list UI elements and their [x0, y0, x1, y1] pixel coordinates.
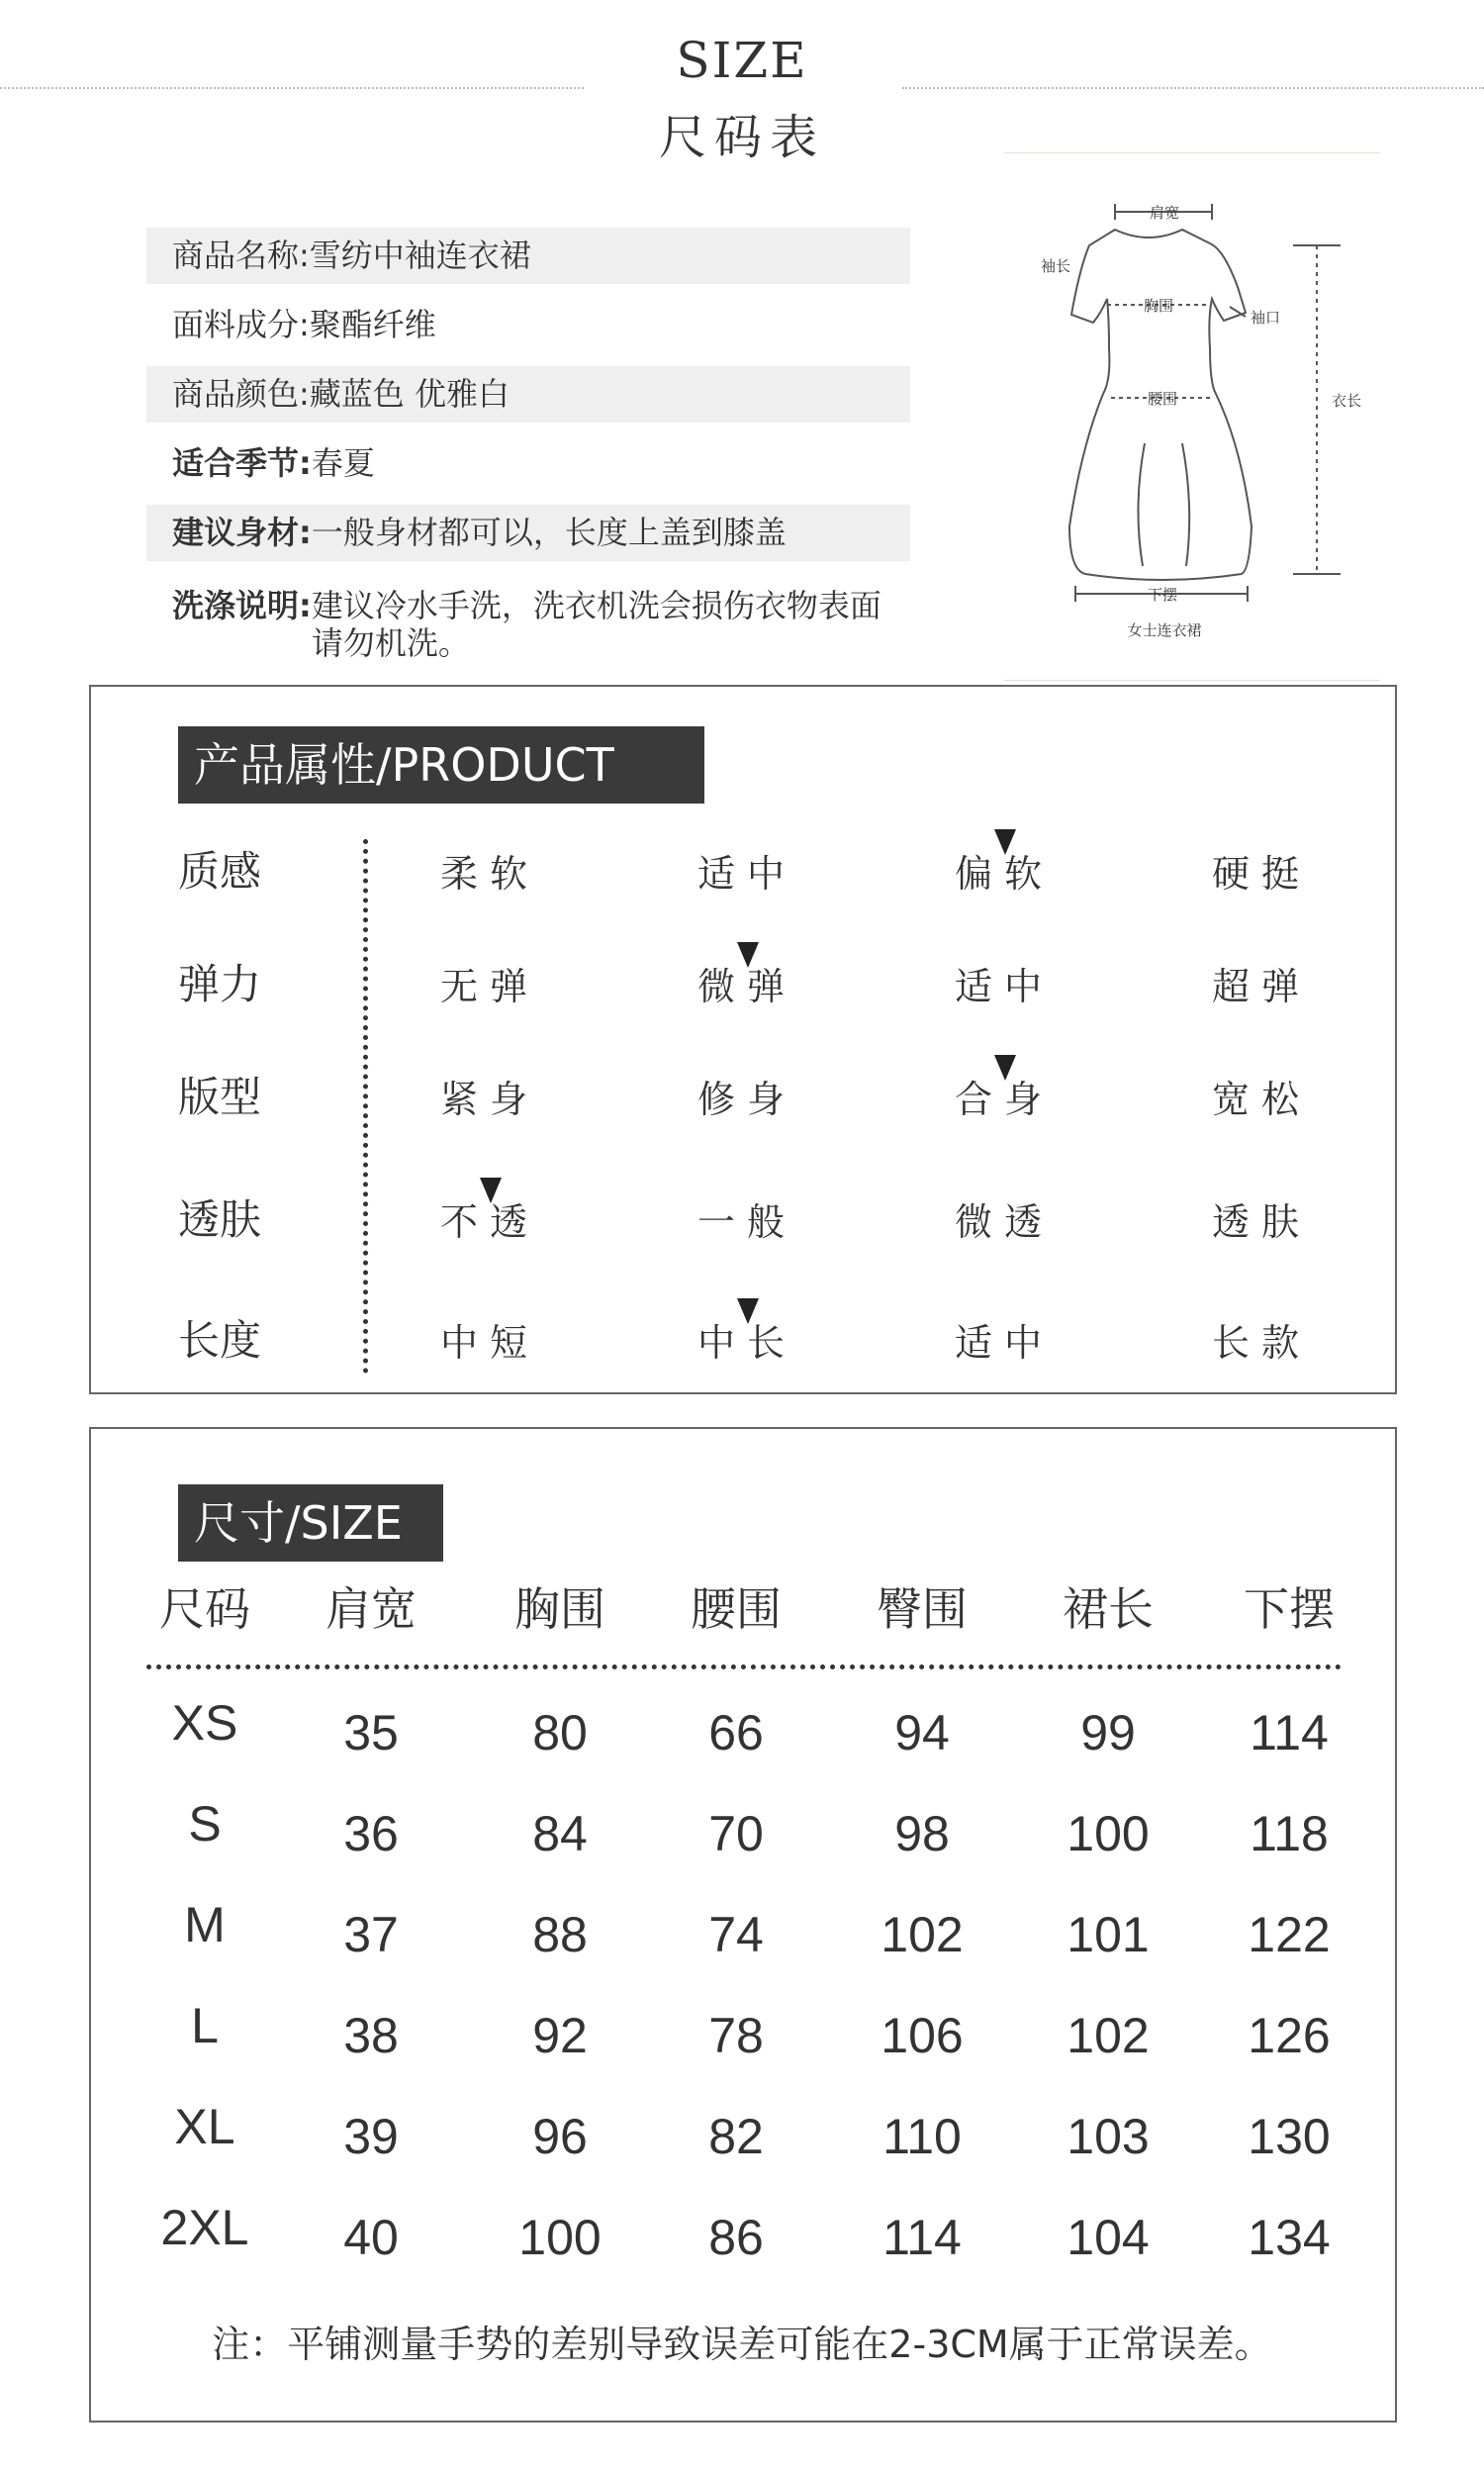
size-value-cell: 122 — [1248, 1907, 1331, 1962]
size-label-cell: 2XL — [160, 2200, 249, 2255]
size-value-cell: 114 — [882, 2210, 962, 2265]
sketch-label-chest: 胸围 — [1143, 297, 1174, 315]
size-value-cell: 106 — [881, 2008, 964, 2063]
info-row-color — [146, 366, 910, 423]
selected-marker-icon — [737, 1298, 759, 1324]
attribute-option: 适中 — [697, 852, 797, 896]
sketch-label-waist: 腰围 — [1147, 390, 1178, 408]
size-label-cell: XL — [174, 2099, 235, 2154]
sketch-label-cuff: 袖口 — [1250, 309, 1281, 327]
info-value — [312, 587, 881, 662]
size-value-cell: 80 — [532, 1705, 588, 1760]
size-value-cell: 110 — [882, 2109, 962, 2164]
attribute-option: 微弹 — [697, 965, 797, 1008]
attribute-option: 长款 — [1212, 1321, 1312, 1365]
attribute-option: 透肤 — [1212, 1200, 1312, 1244]
size-value-cell: 100 — [518, 2210, 602, 2265]
info-value: 一般身材都可以，长度上盖到膝盖 — [311, 514, 787, 551]
selected-marker-icon — [480, 1178, 502, 1203]
info-row-fabric — [146, 297, 910, 353]
attribute-name: 弹力 — [178, 960, 262, 1008]
size-label-cell: S — [188, 1796, 222, 1852]
size-label-cell: M — [184, 1897, 226, 1952]
size-value-cell: 38 — [343, 2008, 399, 2063]
attribute-option: 一般 — [697, 1200, 797, 1244]
size-label-cell: L — [191, 1998, 219, 2053]
size-value-cell: 100 — [1067, 1806, 1150, 1861]
size-value-cell: 66 — [708, 1705, 764, 1760]
info-value: 雪纺中袖连衣裙 — [309, 237, 531, 274]
info-label: 洗涤说明: — [172, 587, 312, 624]
size-value-cell: 74 — [708, 1907, 764, 1962]
size-column-header: 裙长 — [1063, 1582, 1154, 1636]
size-value-cell: 94 — [894, 1705, 950, 1760]
size-label-cell: XS — [171, 1695, 238, 1751]
attribute-option: 适中 — [955, 1321, 1055, 1365]
attribute-name: 透肤 — [178, 1195, 262, 1244]
attribute-option: 中短 — [440, 1321, 540, 1365]
info-value: 春夏 — [311, 444, 375, 482]
page-title-cn: 尺码表 — [658, 110, 825, 165]
size-value-cell: 84 — [532, 1806, 588, 1861]
info-label: 建议身材: — [172, 514, 312, 551]
size-tag: 尺寸/SIZE — [178, 1484, 443, 1562]
size-value-cell: 134 — [1248, 2210, 1331, 2265]
product-attributes-tag: 产品属性/PRODUCT — [178, 726, 704, 804]
size-value-cell: 103 — [1067, 2109, 1150, 2164]
sketch-label-length: 衣长 — [1331, 392, 1362, 410]
selected-marker-icon — [994, 829, 1016, 855]
sketch-label-hem: 下摆 — [1147, 586, 1178, 604]
size-value-cell: 104 — [1067, 2210, 1150, 2265]
attribute-option: 偏软 — [955, 852, 1055, 896]
attribute-option: 适中 — [955, 965, 1055, 1008]
size-value-cell: 88 — [532, 1907, 588, 1962]
info-value-line2: 请勿机洗。 — [311, 624, 470, 662]
attribute-option: 不透 — [440, 1200, 540, 1244]
attribute-option: 修身 — [697, 1078, 797, 1121]
info-value: 聚酯纤维 — [309, 306, 436, 343]
selected-marker-icon — [994, 1055, 1016, 1081]
size-value-cell: 40 — [343, 2210, 399, 2265]
sketch-caption: 女士连衣裙 — [1127, 621, 1202, 639]
size-value-cell: 86 — [708, 2210, 764, 2265]
selected-marker-icon — [737, 942, 759, 968]
attribute-name: 长度 — [178, 1316, 262, 1365]
sketch-label-sleeve: 袖长 — [1040, 257, 1071, 275]
size-column-header: 尺码 — [159, 1582, 250, 1636]
attribute-option: 柔软 — [440, 852, 540, 896]
info-value: 藏蓝色 优雅白 — [309, 375, 510, 413]
attribute-option: 紧身 — [440, 1078, 540, 1121]
size-value-cell: 101 — [1067, 1907, 1150, 1962]
info-label: 商品颜色: — [172, 375, 310, 413]
attribute-option: 宽松 — [1212, 1078, 1312, 1121]
size-value-cell: 98 — [894, 1806, 950, 1861]
attributes-dotted-divider — [363, 839, 368, 1374]
attribute-option: 硬挺 — [1212, 852, 1312, 896]
size-value-cell: 126 — [1248, 2008, 1331, 2063]
size-column-header: 腰围 — [691, 1582, 782, 1636]
size-value-cell: 102 — [1067, 2008, 1150, 2063]
attribute-option: 无弹 — [440, 965, 540, 1008]
attribute-option: 微透 — [955, 1200, 1055, 1244]
size-value-cell: 37 — [343, 1907, 399, 1962]
info-row-figure — [146, 505, 910, 561]
size-value-cell: 99 — [1080, 1705, 1136, 1760]
size-column-header: 下摆 — [1244, 1582, 1335, 1636]
size-value-cell: 118 — [1250, 1806, 1329, 1861]
size-column-header: 臀围 — [877, 1582, 968, 1636]
size-value-cell: 82 — [708, 2109, 764, 2164]
size-value-cell: 35 — [343, 1705, 399, 1760]
info-row-season — [146, 435, 910, 492]
info-row-washing — [146, 587, 910, 662]
size-header-dotted-divider — [146, 1664, 1342, 1669]
info-label: 商品名称: — [172, 237, 310, 274]
size-value-cell: 102 — [881, 1907, 964, 1962]
size-value-cell: 78 — [708, 2008, 764, 2063]
size-value-cell: 70 — [708, 1806, 764, 1861]
size-column-header: 胸围 — [514, 1582, 605, 1636]
attribute-option: 超弹 — [1212, 965, 1312, 1008]
info-label: 适合季节: — [172, 444, 312, 482]
page-title-en: SIZE — [676, 32, 808, 89]
size-value-cell: 130 — [1248, 2109, 1331, 2164]
size-column-header: 肩宽 — [325, 1582, 417, 1636]
size-value-cell: 96 — [532, 2109, 588, 2164]
size-note: 注：平铺测量手势的差别导致误差可能在2-3CM属于正常误差。 — [212, 2323, 1272, 2366]
dress-sketch — [1004, 150, 1380, 685]
attribute-option: 中长 — [697, 1321, 797, 1365]
attribute-name: 版型 — [178, 1073, 262, 1121]
attribute-option: 合身 — [955, 1078, 1055, 1121]
info-value-line1: 建议冷水手洗，洗衣机洗会损伤衣物表面 — [311, 587, 881, 624]
size-value-cell: 114 — [1250, 1705, 1329, 1760]
size-value-cell: 39 — [343, 2109, 399, 2164]
size-value-cell: 92 — [532, 2008, 588, 2063]
info-label: 面料成分: — [172, 306, 310, 343]
size-value-cell: 36 — [343, 1806, 399, 1861]
info-row-name — [146, 228, 910, 284]
sketch-label-shoulder: 肩宽 — [1149, 204, 1180, 222]
attribute-name: 质感 — [178, 847, 262, 896]
